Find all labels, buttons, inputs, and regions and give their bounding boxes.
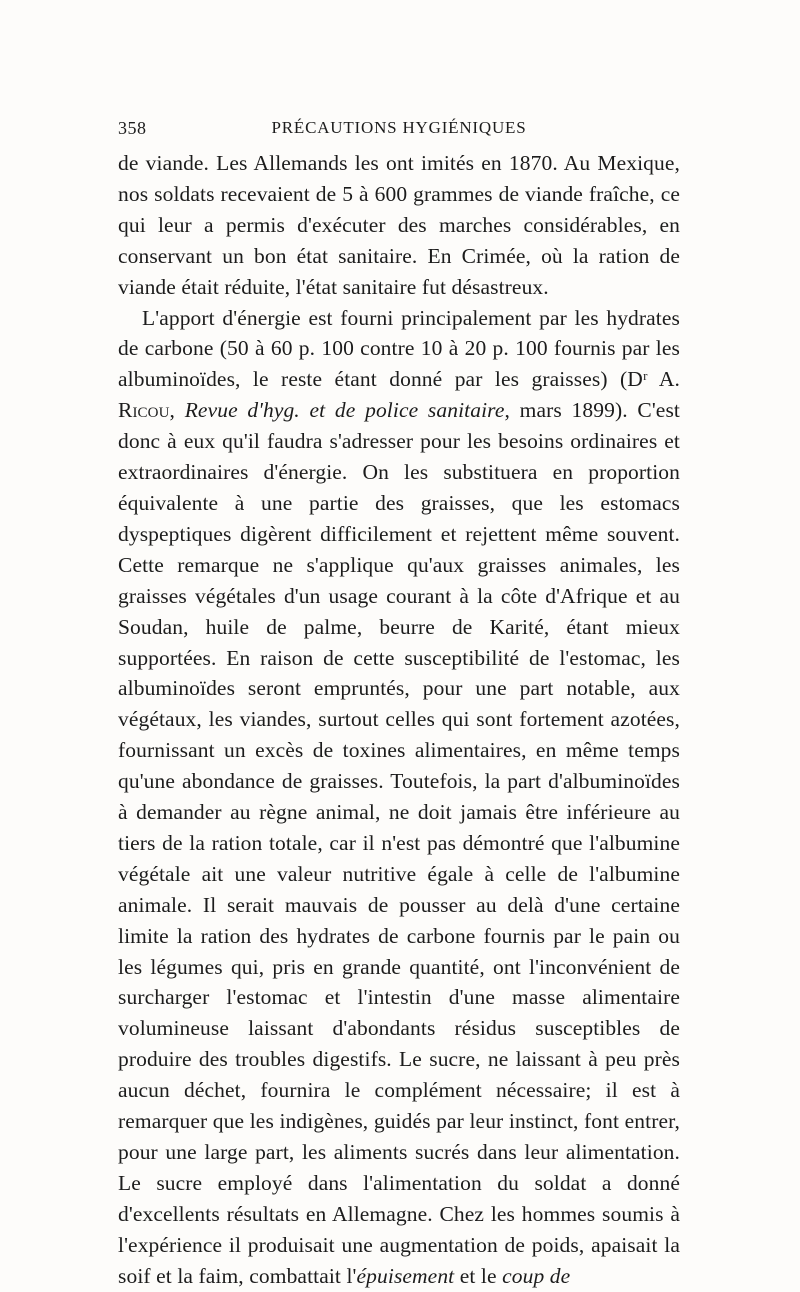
- paragraph-text: et le: [454, 1263, 503, 1288]
- author-name: Ricou: [118, 398, 170, 423]
- running-title: PRÉCAUTIONS HYGIÉNIQUES: [271, 118, 527, 137]
- emphasis-term: épuisement: [356, 1263, 455, 1288]
- paragraph-continuation: de viande. Les Allemands les ont imités en 1870. Au Mexique, nos soldats recevaient de 5 à 600 grammes de viande fraîche, ce qui leur a permis d'exécuter des marches considérables, en conservant un bon état sanitaire. En Crimée, où la ration de viande était réduite, l'état sanitaire fut désastreux.: [118, 151, 680, 299]
- page-number: 358: [118, 118, 147, 138]
- paragraph-text: L'apport d'énergie est fourni principalement par les hydrates de carbone (50 à 60 p. 100 contre 10 à 20 p. 100 fournis par les albuminoïdes, le reste étant donné par les graisses) (Dʳ A.: [118, 305, 680, 392]
- paragraph-text: , mars 1899). C'est donc à eux qu'il faudra s'adresser pour les besoins ordinaires et extraordinaires d'énergie. On les substituera en proportion équivalente à une partie des graisses, que les estomacs dyspeptiques digèrent difficilement et rejettent même souvent. Cette remarque ne s'applique qu'aux graisses animales, les graisses végétales d'un usage courant à la côte d'Afrique et au Soudan, huile de palme, beurre de Karité, étant mieux supportées. En raison de cette susceptibilité de l'estomac, les albuminoïdes seront empruntés, pour une part notable, aux végétaux, les viandes, surtout celles qui sont fortement azotées, fournissant un excès de toxines alimentaires, en même temps qu'une abondance de graisses. Toutefois, la part d'albuminoïdes à demander au règne animal, ne doit jamais être inférieure au tiers de la ration totale, car il n'est pas démontré que l'albumine végétale ait une valeur nutritive égale à celle de l'albumine animale. Il serait mauvais de pousser au delà d'une certaine limite la ration des hydrates de carbone fournis par le pain ou les légumes qui, pris en grande quantité, ont l'inconvénient de surcharger l'estomac et l'intestin d'une masse alimentaire volumineuse laissant d'abondants résidus susceptibles de produire des troubles digestifs. Le sucre, ne laissant à peu près aucun déchet, fournira le complément nécessaire; il est à remarquer que les indigènes, guidés par leur instinct, font entrer, pour une large part, les aliments sucrés dans leur alimentation. Le sucre employé dans l'alimentation du soldat a donné d'excellents résultats en Allemagne. Chez les hommes soumis à l'expérience il produisait une augmentation de poids, apaisait la soif et la faim, combattait l': [118, 398, 680, 1288]
- book-page: [118, 118, 680, 1292]
- body-text: [118, 148, 680, 1292]
- page-header: [118, 118, 680, 148]
- paragraph-text: ,: [169, 398, 185, 423]
- journal-title: Revue d'hyg. et de police sanitaire: [184, 398, 505, 423]
- emphasis-term: coup de: [502, 1263, 571, 1288]
- paragraph-energy-supply: [118, 303, 680, 1292]
